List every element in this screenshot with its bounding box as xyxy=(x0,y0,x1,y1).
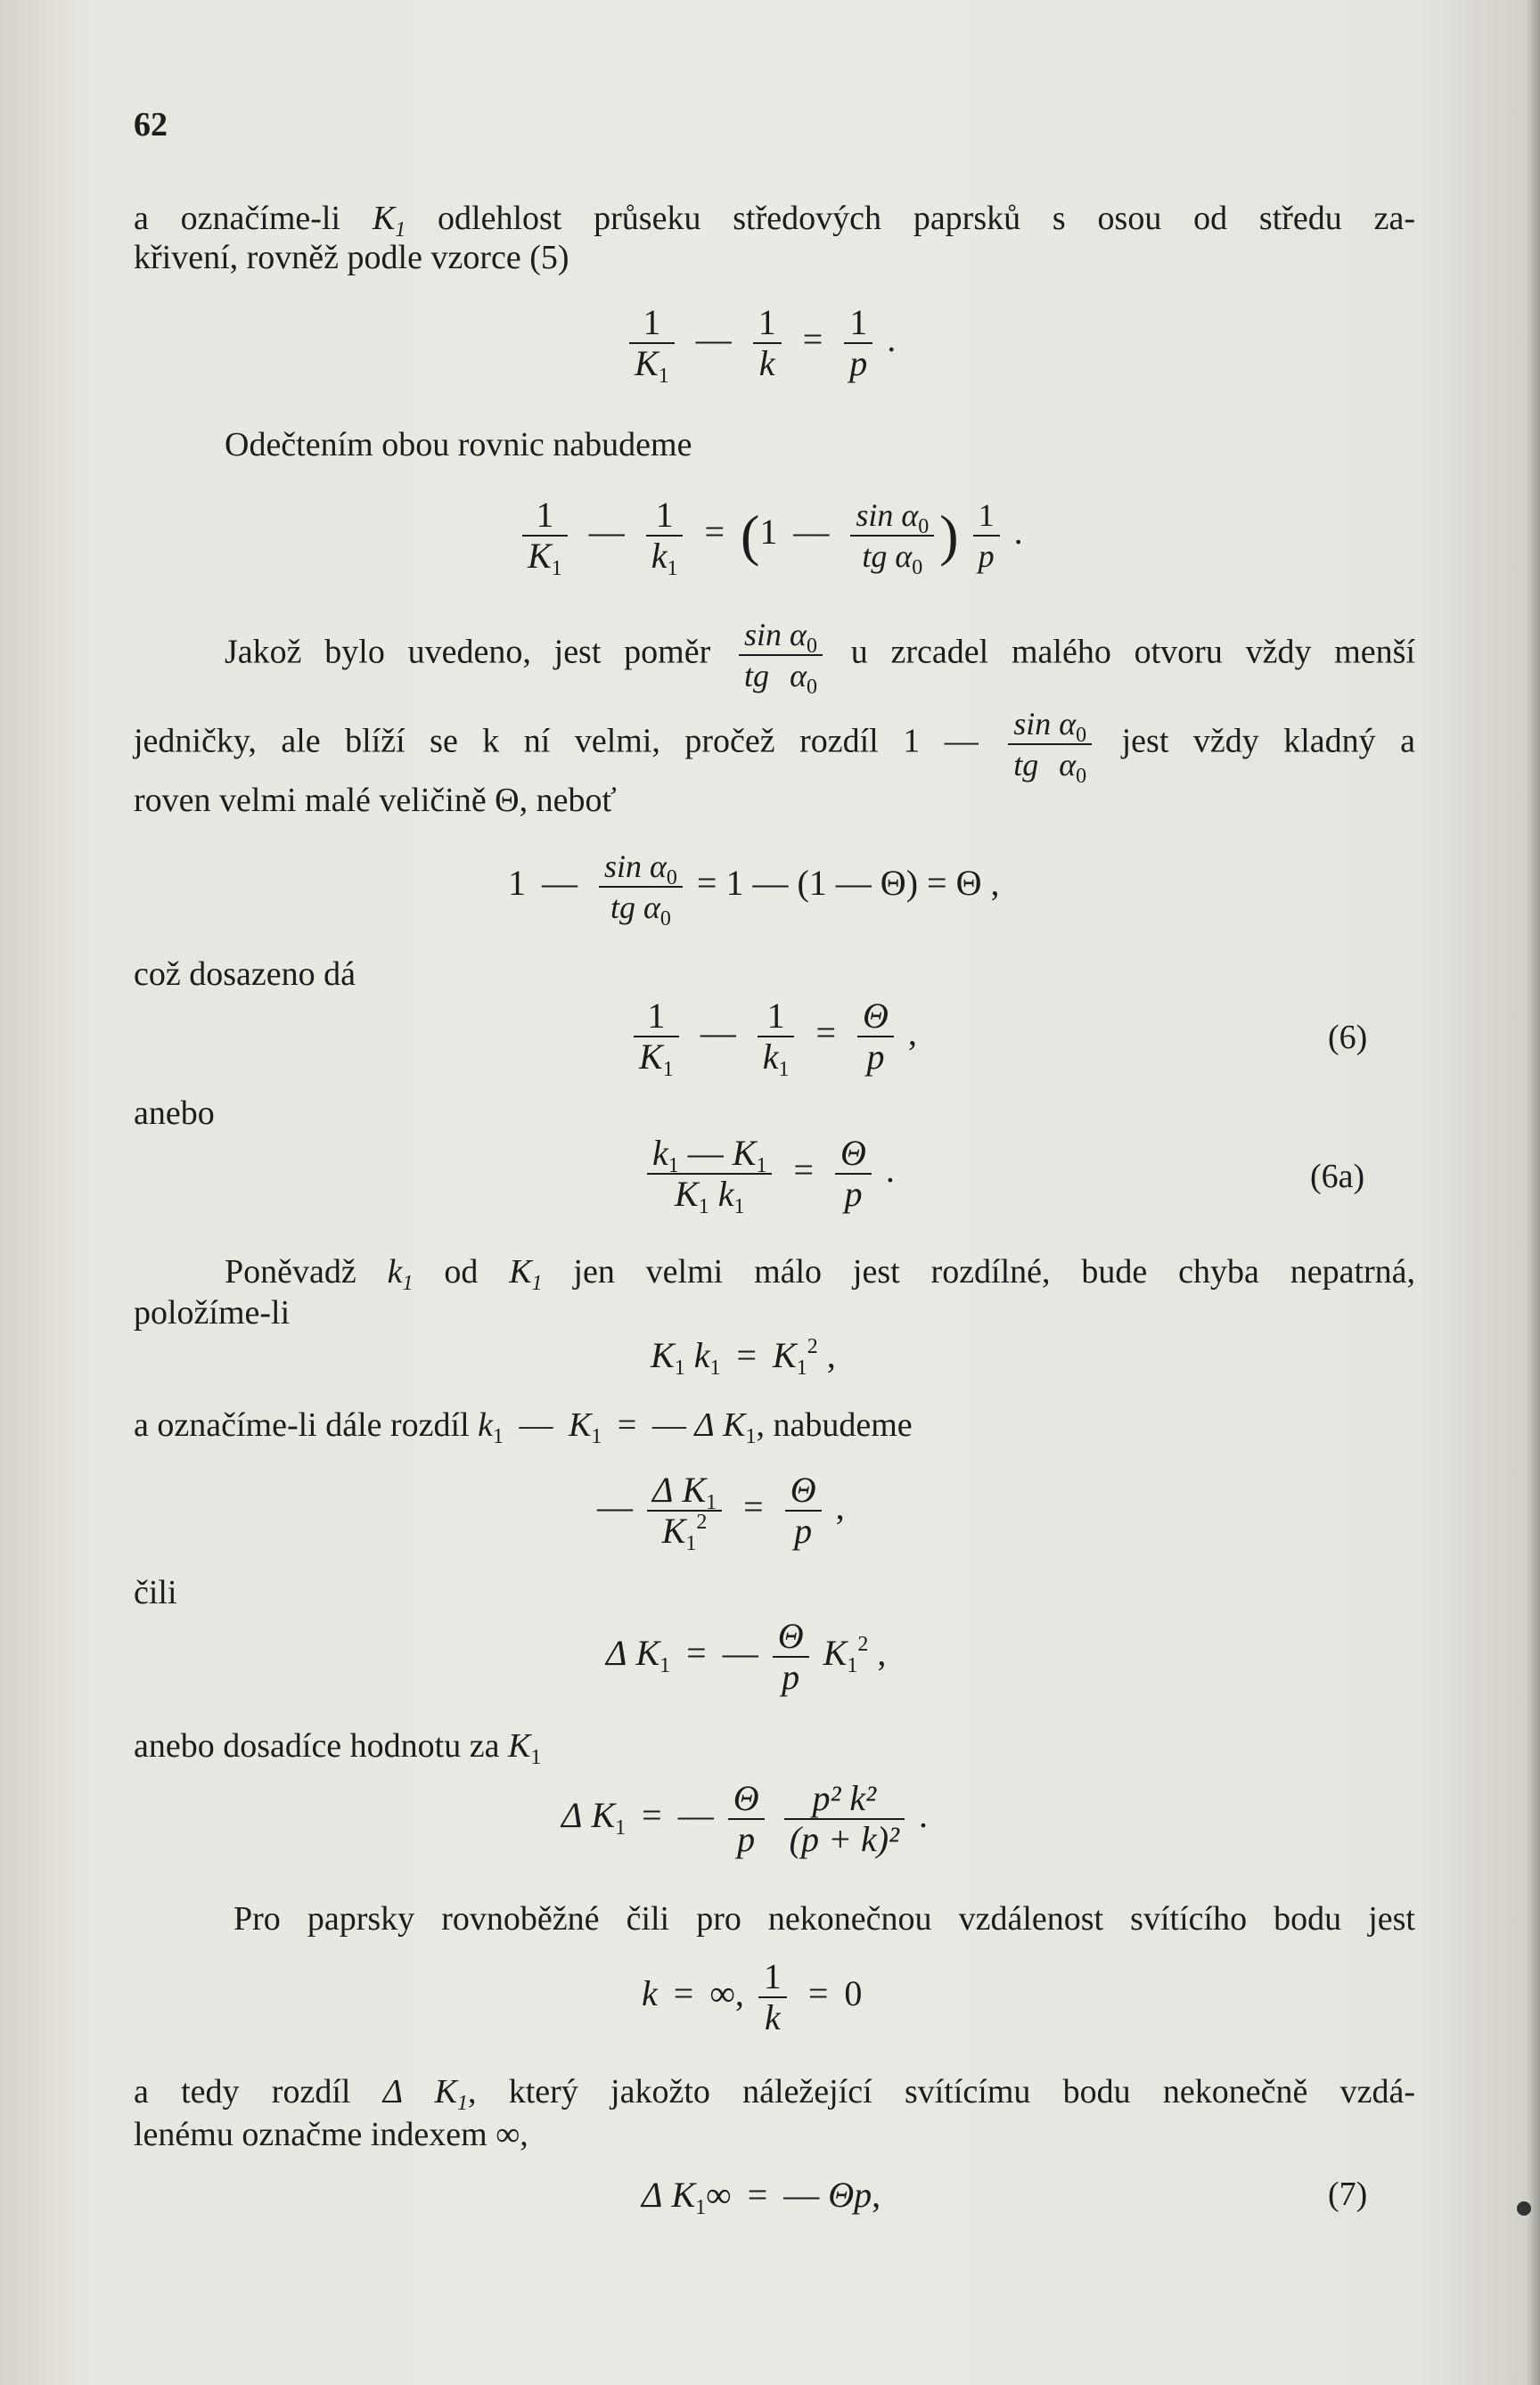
operator: — xyxy=(677,1795,714,1836)
math-var xyxy=(387,1253,414,1295)
numerator: 1 xyxy=(647,996,666,1036)
math-var: K xyxy=(528,536,552,576)
numerator: 1 xyxy=(643,302,661,342)
operator: = xyxy=(617,1406,637,1444)
paragraph-line: položíme-li xyxy=(134,1294,291,1332)
subscript: 1 xyxy=(402,1272,414,1295)
operator: — xyxy=(597,1487,633,1528)
math-var: Δ xyxy=(561,1795,583,1836)
equation-approx xyxy=(651,1335,836,1380)
numerator xyxy=(773,1617,809,1656)
operator: — xyxy=(588,512,625,553)
denominator xyxy=(784,1818,905,1859)
math-var: k xyxy=(642,1973,658,2014)
math-var: K xyxy=(569,1406,592,1444)
math-var: k xyxy=(764,1997,781,2037)
paragraph-line xyxy=(225,1251,1416,1295)
operator: = xyxy=(704,512,725,553)
denominator xyxy=(835,1173,872,1214)
denominator xyxy=(758,1036,795,1081)
subscript: 1 xyxy=(674,1356,685,1380)
math-var: K xyxy=(591,1795,616,1836)
denominator xyxy=(522,535,568,580)
denominator xyxy=(758,1996,787,2037)
numerator: 1 xyxy=(758,302,776,342)
fraction xyxy=(784,1779,905,1859)
math-var: Δ xyxy=(642,2175,663,2215)
punctuation: , xyxy=(907,1012,917,1053)
math-var: K xyxy=(723,1406,746,1444)
denominator xyxy=(646,535,684,580)
paragraph-line: Odečtením obou rovnic nabudeme xyxy=(225,426,692,463)
denominator xyxy=(785,1510,822,1551)
text-run: a označíme-li dále rozdíl xyxy=(134,1406,470,1444)
paragraph-line xyxy=(134,704,1416,788)
operator: — xyxy=(519,1406,553,1444)
math-var: K xyxy=(682,1470,707,1510)
paragraph-line xyxy=(225,615,1415,699)
paragraph-line: čili xyxy=(134,1574,177,1611)
denominator xyxy=(844,342,872,383)
equation-6a xyxy=(642,1133,895,1218)
subscript: 1 xyxy=(695,2196,707,2219)
superscript: 2 xyxy=(857,1633,869,1657)
equation-lens-formula xyxy=(624,302,897,388)
fraction xyxy=(522,495,568,580)
operator: — xyxy=(651,1406,686,1444)
paragraph-line: anebo xyxy=(134,1094,215,1132)
math-var: K xyxy=(671,2175,696,2215)
math-var: Θ xyxy=(790,1470,816,1510)
operator: = xyxy=(642,1795,662,1836)
paragraph-line xyxy=(134,2071,1416,2115)
numerator xyxy=(647,1133,772,1177)
fraction xyxy=(835,1134,872,1214)
math-var xyxy=(382,2073,468,2115)
math-var: K xyxy=(507,1727,531,1765)
fraction xyxy=(844,303,872,383)
text-run: odlehlost průseku středových paprsků s osou od středu za- xyxy=(438,200,1415,237)
subscript: 1 xyxy=(658,365,669,388)
denominator xyxy=(850,535,934,579)
denominator xyxy=(973,535,1000,576)
denominator xyxy=(647,1510,722,1555)
text-run: od xyxy=(444,1253,479,1291)
fraction xyxy=(758,996,795,1081)
fraction xyxy=(647,1133,772,1218)
equation-delta-K xyxy=(606,1617,886,1697)
math-var: Δ xyxy=(694,1406,715,1444)
denominator xyxy=(1008,743,1092,788)
punctuation: . xyxy=(887,319,897,360)
math-text: sin α xyxy=(604,848,667,884)
fraction xyxy=(634,996,679,1081)
numerator xyxy=(835,1134,872,1173)
punctuation: , xyxy=(826,1335,836,1375)
punctuation: . xyxy=(919,1795,929,1836)
numerator: 1 xyxy=(536,495,554,535)
operator: — xyxy=(783,2175,820,2215)
page-edge-shadow xyxy=(1528,0,1540,2385)
subscript: 1 xyxy=(395,218,406,242)
paragraph-line: křivení, rovněž podle vzorce (5) xyxy=(134,239,569,276)
math-var: k xyxy=(762,1037,779,1077)
text-run: a tedy rozdíl xyxy=(134,2073,351,2110)
denominator xyxy=(647,1173,772,1218)
number: 1 xyxy=(508,863,526,904)
math-var: k xyxy=(651,536,668,576)
math-var: p xyxy=(844,1174,863,1214)
paragraph-line xyxy=(134,1405,913,1446)
math-text: tg α xyxy=(1013,747,1077,783)
equation-difference xyxy=(517,495,1023,580)
equation-theta xyxy=(508,847,1000,930)
operator: = xyxy=(747,2175,768,2215)
text-run: anebo dosadíce hodnotu za xyxy=(134,1727,500,1765)
fraction xyxy=(857,996,894,1077)
subscript: 1 xyxy=(659,1654,671,1678)
operator: — xyxy=(722,1633,758,1674)
denominator xyxy=(753,342,782,383)
subscript: 1 xyxy=(706,1491,717,1514)
denominator xyxy=(773,1656,809,1697)
math-var: k xyxy=(717,1174,734,1214)
denominator xyxy=(634,1036,679,1081)
text-run: Jakož bylo uvedeno, jest poměr xyxy=(225,633,711,671)
number: 0 xyxy=(844,1973,863,2014)
equation-6 xyxy=(628,996,917,1081)
numerator xyxy=(785,1471,822,1510)
denominator xyxy=(728,1818,765,1859)
equation-7 xyxy=(642,2175,881,2219)
subscript: 1 xyxy=(531,1272,543,1295)
superscript: 2 xyxy=(696,1511,708,1534)
subscript: 1 xyxy=(456,2092,468,2115)
paragraph-line: lenému označme indexem ∞, xyxy=(134,2116,528,2153)
numerator xyxy=(850,496,934,538)
math-text: sin α xyxy=(744,617,807,652)
math-var: K xyxy=(639,1037,663,1077)
numerator xyxy=(857,996,894,1036)
fraction xyxy=(753,303,782,383)
math-var: p xyxy=(849,343,868,383)
math-var: K xyxy=(635,343,659,383)
fraction xyxy=(629,302,675,388)
subscript: 1 xyxy=(662,1058,674,1081)
fraction xyxy=(646,495,684,580)
math-text: Θp xyxy=(828,2175,872,2215)
operator: = xyxy=(802,319,823,360)
math-var: K xyxy=(675,1174,699,1214)
subscript: 1 xyxy=(756,1154,767,1177)
numerator: 1 xyxy=(978,497,995,533)
math-var: k xyxy=(758,343,775,383)
ink-spot xyxy=(1517,2201,1531,2216)
math-var-k: k xyxy=(387,1253,403,1291)
subscript: 1 xyxy=(591,1425,602,1448)
subscript: 1 xyxy=(551,557,562,580)
math-var: K xyxy=(823,1633,848,1674)
subscript: 1 xyxy=(778,1058,790,1081)
subscript: 0 xyxy=(1076,724,1087,747)
inline-fraction xyxy=(739,615,823,699)
math-text: tg α xyxy=(862,538,913,574)
math-var-K: K xyxy=(372,200,396,237)
denominator xyxy=(599,886,683,930)
punctuation: , xyxy=(835,1487,845,1528)
paragraph-line: Pro paprsky rovnoběžné čili pro nekonečnou vzdálenost svítícího bodu jest xyxy=(233,1900,1415,1938)
subscript: 1 xyxy=(685,1532,697,1555)
text-run: jen velmi málo jest rozdílné, bude chyba nepatrná, xyxy=(573,1253,1416,1291)
math-var: K xyxy=(635,1633,660,1674)
math-text: (p + k)² xyxy=(789,1819,900,1859)
subscript: 1 xyxy=(745,1425,757,1448)
numerator xyxy=(647,1470,722,1514)
equation-infinity xyxy=(642,1957,862,2037)
subscript: 0 xyxy=(806,635,817,658)
numerator xyxy=(728,1779,765,1818)
infinity-symbol: ∞ xyxy=(709,1973,735,2014)
math-var: K xyxy=(661,1511,686,1551)
punctuation: , xyxy=(877,1633,887,1674)
punctuation: , xyxy=(734,1973,744,2014)
math-var: p xyxy=(794,1511,813,1551)
math-var xyxy=(372,200,406,242)
operator: = xyxy=(793,1150,815,1191)
operator: — xyxy=(695,319,732,360)
text-run: jedničky, ale blíží se k ní velmi, pročež rozdíl 1 — xyxy=(134,722,979,760)
math-text: sin α xyxy=(1013,706,1077,742)
paren-close: ) xyxy=(939,504,959,567)
numerator xyxy=(784,1779,905,1818)
fraction xyxy=(728,1779,765,1859)
fraction xyxy=(773,1617,809,1697)
equation-number: (7) xyxy=(1328,2176,1368,2213)
math-var: K xyxy=(773,1335,797,1375)
numerator xyxy=(739,615,823,658)
paragraph-line xyxy=(134,198,1415,242)
math-var: k xyxy=(693,1335,710,1375)
subscript: 1 xyxy=(847,1654,858,1678)
math-var: p xyxy=(782,1657,800,1697)
math-var-K: K xyxy=(434,2073,457,2110)
subscript: 0 xyxy=(912,556,923,579)
operator: = xyxy=(736,1335,758,1375)
fraction xyxy=(758,1957,787,2037)
fraction xyxy=(785,1471,822,1551)
equation-chain: = 1 — (1 — Θ) = Θ , xyxy=(696,863,1000,904)
paragraph-line xyxy=(134,1725,542,1769)
math-var: Δ xyxy=(652,1470,674,1510)
subscript: 1 xyxy=(530,1746,542,1769)
math-var: p xyxy=(978,538,995,574)
math-var: Θ xyxy=(840,1133,866,1173)
equation-delta-K-full xyxy=(561,1779,928,1859)
math-var: Θ xyxy=(863,996,889,1036)
numerator: 1 xyxy=(849,302,868,342)
subscript: 0 xyxy=(806,676,817,699)
text-run: Poněvadž xyxy=(225,1253,356,1291)
page-number: 62 xyxy=(134,106,168,143)
paragraph-line: což dosazeno dá xyxy=(134,955,356,993)
text-run: , nabudeme xyxy=(756,1406,913,1444)
math-text: tg α xyxy=(744,658,807,693)
operator: — xyxy=(542,863,578,904)
numerator: 1 xyxy=(766,996,785,1036)
text-run: a označíme-li xyxy=(134,200,341,237)
punctuation: . xyxy=(1013,512,1023,553)
fraction xyxy=(647,1470,722,1555)
math-var: p xyxy=(737,1819,756,1859)
punctuation: . xyxy=(885,1150,895,1191)
equation-number: (6) xyxy=(1328,1019,1368,1056)
math-var: k xyxy=(652,1133,668,1173)
text-run: jest vždy kladný a xyxy=(1121,722,1416,760)
subscript: 1 xyxy=(796,1356,807,1380)
infinity-symbol: ∞ xyxy=(706,2175,732,2215)
math-var: K xyxy=(651,1335,675,1375)
subscript: 1 xyxy=(667,557,678,580)
superscript: 2 xyxy=(807,1335,818,1358)
numerator xyxy=(599,847,683,889)
math-text: tg α xyxy=(610,889,660,925)
math-var: K xyxy=(732,1133,757,1173)
math-var: Δ xyxy=(606,1633,627,1674)
math-var: Θ xyxy=(733,1778,759,1818)
text-run: , který jakožto náležející svítícímu bodu nekonečně vzdá- xyxy=(467,2073,1416,2110)
math-text: sin α xyxy=(856,497,919,533)
subscript: 1 xyxy=(733,1195,745,1218)
operator: = xyxy=(743,1487,764,1528)
math-var: Θ xyxy=(777,1616,804,1656)
operator: = xyxy=(686,1633,707,1674)
denominator xyxy=(629,342,675,388)
subscript: 0 xyxy=(659,907,671,930)
equation-delta xyxy=(597,1470,845,1555)
fraction xyxy=(599,847,683,930)
fraction xyxy=(850,496,934,579)
fraction xyxy=(973,496,1000,576)
number: 1 xyxy=(759,512,778,553)
operator: — xyxy=(700,1012,736,1053)
numerator: 1 xyxy=(763,1956,782,1996)
math-var: p xyxy=(866,1037,885,1077)
subscript: 0 xyxy=(1076,765,1087,788)
subscript: 1 xyxy=(615,1816,627,1840)
math-var xyxy=(509,1253,543,1295)
paren-open: ( xyxy=(741,504,760,567)
equation-number: (6a) xyxy=(1310,1158,1365,1195)
text-run: u zrcadel malého otvoru vždy menší xyxy=(850,633,1415,671)
math-var-delta: Δ xyxy=(382,2073,403,2110)
operator: = xyxy=(807,1973,829,2014)
subscript: 0 xyxy=(918,515,930,538)
paragraph-line: roven velmi malé veličině Θ, neboť xyxy=(134,782,617,819)
operator: = xyxy=(815,1012,837,1053)
subscript: 1 xyxy=(698,1195,709,1218)
denominator xyxy=(857,1036,894,1077)
numerator: 1 xyxy=(655,495,674,535)
numerator xyxy=(1008,704,1092,747)
subscript: 1 xyxy=(668,1154,679,1177)
operator: — xyxy=(793,512,830,553)
math-text: p² k² xyxy=(812,1778,877,1818)
denominator xyxy=(739,654,823,699)
subscript: 1 xyxy=(709,1356,721,1380)
math-var-K: K xyxy=(509,1253,532,1291)
punctuation: , xyxy=(872,2175,881,2215)
operator: — xyxy=(687,1133,724,1173)
subscript: 1 xyxy=(493,1425,504,1448)
inline-fraction xyxy=(1008,704,1092,788)
subscript: 0 xyxy=(666,866,677,889)
operator: = xyxy=(673,1973,694,2014)
math-var: k xyxy=(478,1406,494,1444)
